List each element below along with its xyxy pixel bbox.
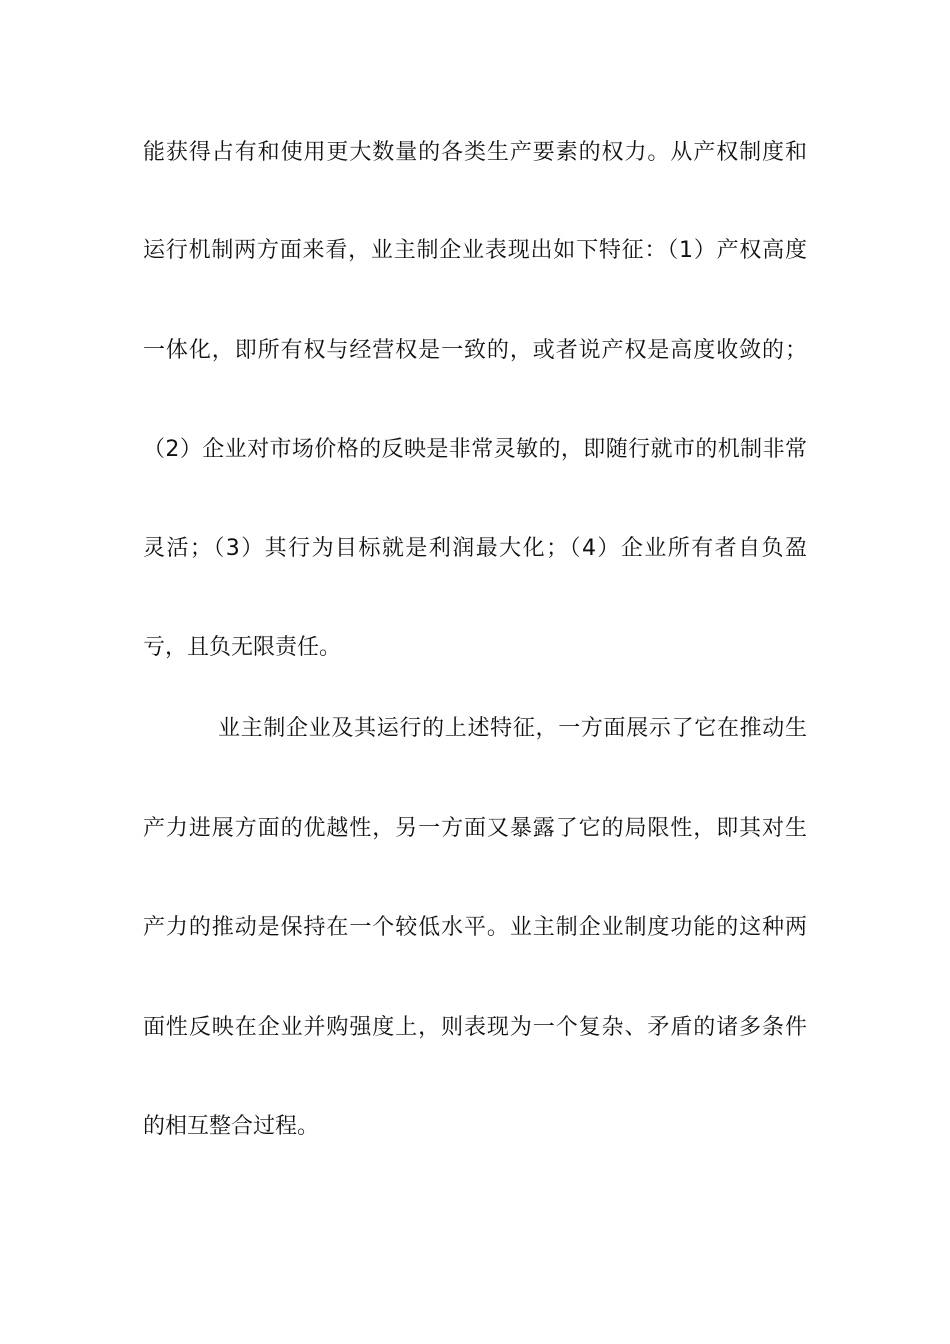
text-line: （2）企业对市场价格的反映是非常灵敏的，即随行就市的机制非常 xyxy=(143,437,807,462)
text-line: 产力的推动是保持在一个较低水平。业主制企业制度功能的这种两 xyxy=(143,915,807,940)
text-line: 运行机制两方面来看，业主制企业表现出如下特征：（1）产权高度 xyxy=(143,238,807,263)
text-line: 亏，且负无限责任。 xyxy=(143,635,342,660)
text-line: 灵活；（3）其行为目标就是利润最大化；（4）企业所有者自负盈 xyxy=(143,536,807,561)
text-line: 的相互整合过程。 xyxy=(143,1114,320,1139)
text-line: 能获得占有和使用更大数量的各类生产要素的权力。从产权制度和 xyxy=(143,140,807,165)
text-line: 面性反映在企业并购强度上，则表现为一个复杂、矛盾的诸多条件 xyxy=(143,1015,807,1040)
text-line: 一体化，即所有权与经营权是一致的，或者说产权是高度收敛的； xyxy=(143,338,807,363)
text-line: 产力进展方面的优越性，另一方面又暴露了它的局限性，即其对生 xyxy=(143,816,807,841)
text-line: 业主制企业及其运行的上述特征，一方面展示了它在推动生 xyxy=(218,716,807,741)
